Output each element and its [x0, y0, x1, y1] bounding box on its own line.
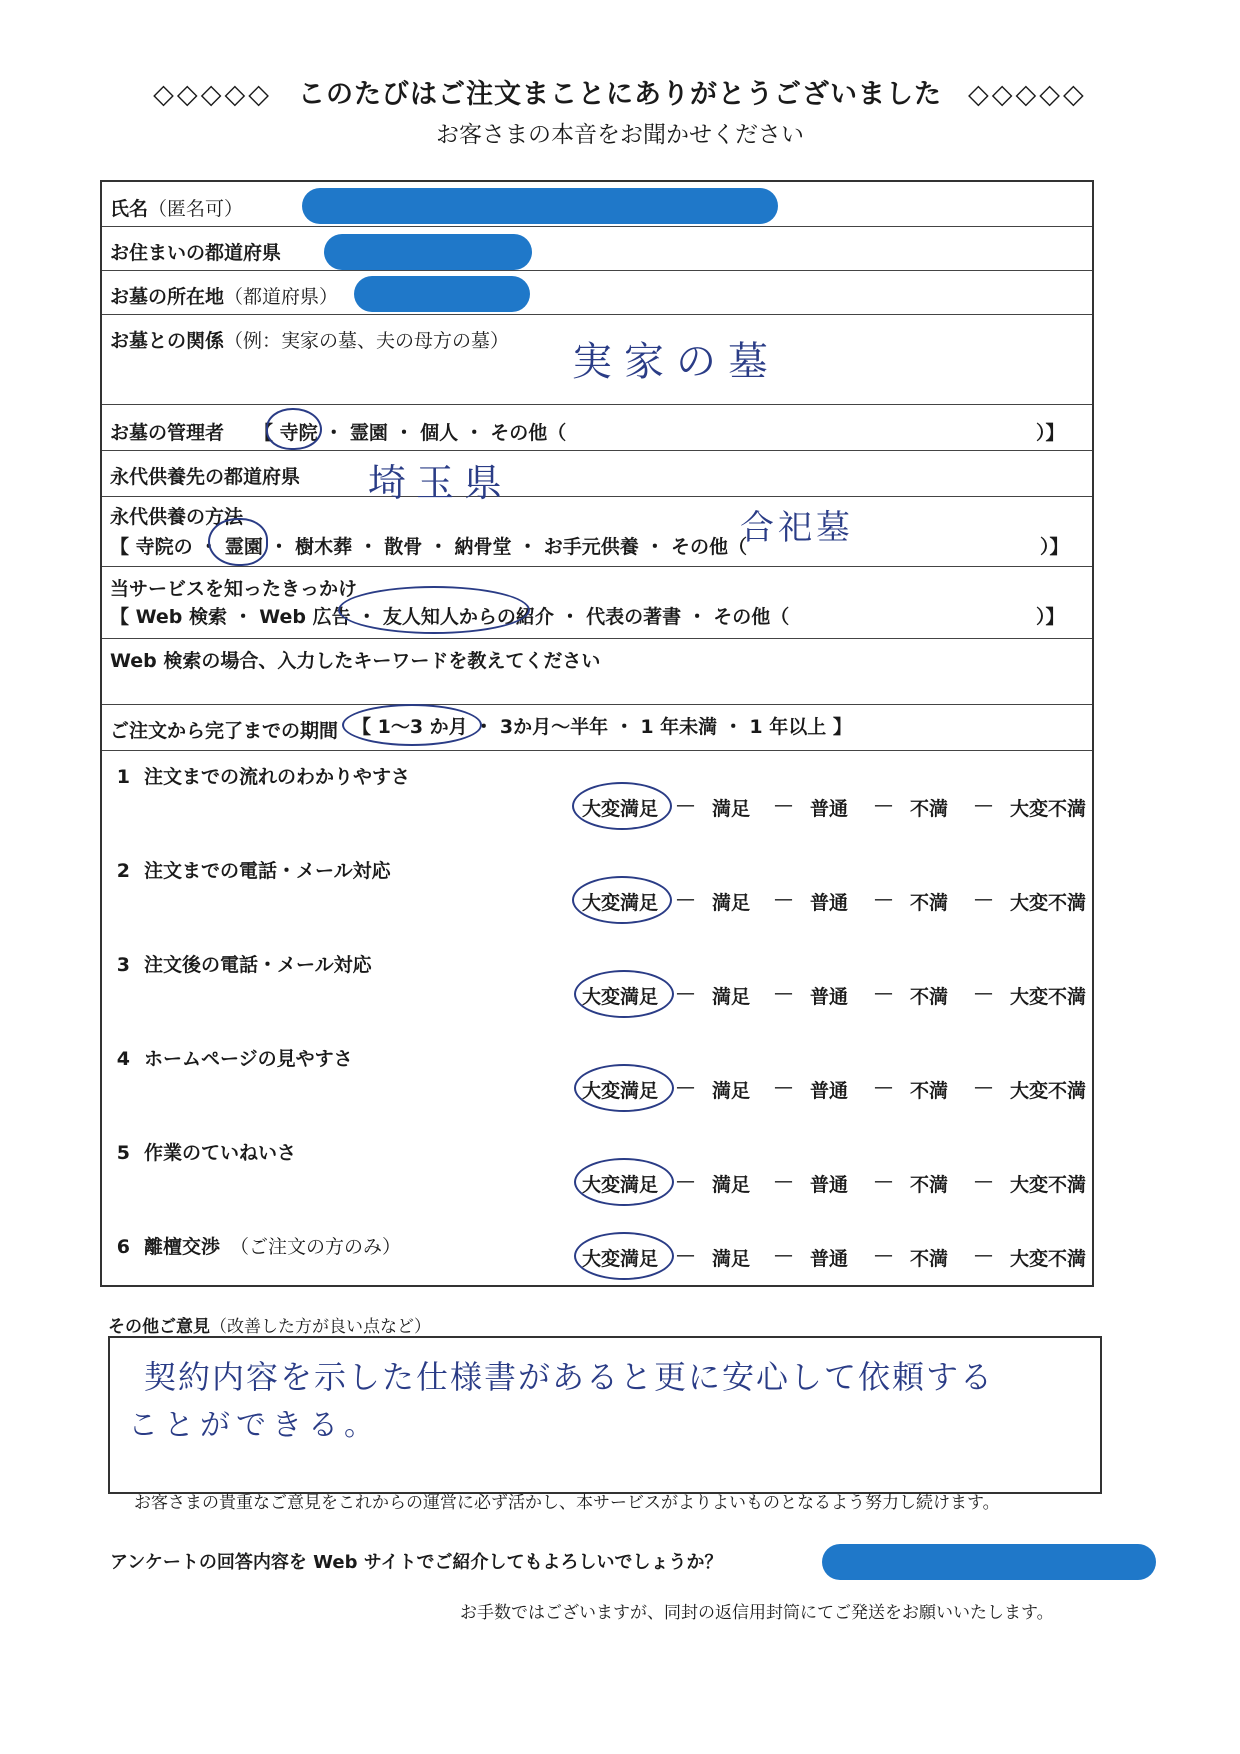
rating-choice-circle-1	[572, 782, 672, 830]
thanks-message: お客さまの貴重なご意見をこれからの運営に必ず活かし、本サービスがよりよいものとなるよう努力し続けます。	[134, 1493, 1000, 1513]
source-label: 当サービスを知ったきっかけ	[110, 578, 358, 600]
footer-note: お手数ではございますが、同封の返信用封筒にてご発送をお願いいたします。	[460, 1603, 1054, 1623]
redacted-publish-answer	[822, 1544, 1156, 1580]
row-divider	[102, 566, 1092, 567]
name-label: 氏名（匿名可）	[110, 198, 244, 220]
rating-option-dissatisfied: 不満	[910, 798, 949, 820]
perpetual-method-answer: 合祀墓	[740, 508, 854, 548]
rating-option-very-satisfied: 大変満足	[582, 986, 659, 1008]
rating-option-very-dissatisfied: 大変不満	[1010, 892, 1087, 914]
rating-choice-circle-4	[574, 1064, 674, 1112]
row-divider	[102, 404, 1092, 405]
redacted-name	[302, 188, 778, 224]
rating-scale-2: 大変満足 — 満足 — 普通 — 不満 — 大変不満	[582, 888, 1087, 914]
row-divider	[102, 496, 1092, 497]
row-divider	[102, 270, 1092, 271]
rating-option-very-dissatisfied: 大変不満	[1010, 1080, 1087, 1102]
rating-option-very-satisfied: 大変満足	[582, 1248, 659, 1270]
row-divider	[102, 450, 1092, 451]
rating-choice-circle-3	[574, 970, 674, 1018]
manager-choice-circle	[266, 408, 322, 450]
source-choice-circle	[338, 586, 530, 634]
rating-option-dissatisfied: 不満	[910, 986, 949, 1008]
rating-option-very-dissatisfied: 大変不満	[1010, 1174, 1087, 1196]
question-5: 5 作業のていねいさ	[116, 1142, 297, 1164]
rating-scale-5: 大変満足 — 満足 — 普通 — 不満 — 大変不満	[582, 1170, 1087, 1196]
perpetual-method-options: 【 寺院の ・ 霊園 ・ 樹木葬 ・ 散骨 ・ 納骨堂 ・ お手元供養 ・ その他（	[110, 536, 747, 558]
rating-option-neutral: 普通	[810, 986, 849, 1008]
row-divider	[102, 750, 1092, 751]
diamonds-left: ◇◇◇◇◇	[153, 79, 272, 110]
rating-option-satisfied: 満足	[712, 986, 751, 1008]
rating-choice-circle-6	[574, 1232, 674, 1280]
relation-label: お墓との関係（例：実家の墓、夫の母方の墓）	[110, 330, 510, 352]
rating-scale-1: 大変満足 — 満足 — 普通 — 不満 — 大変不満	[582, 794, 1087, 820]
perpetual-method-choice-circle	[208, 518, 268, 566]
question-3: 3 注文後の電話・メール対応	[116, 954, 372, 976]
rating-option-dissatisfied: 不満	[910, 892, 949, 914]
perpetual-pref-label: 永代供養先の都道府県	[110, 466, 301, 488]
rating-option-dissatisfied: 不満	[910, 1080, 949, 1102]
rating-option-neutral: 普通	[810, 1080, 849, 1102]
rating-option-very-satisfied: 大変満足	[582, 1174, 659, 1196]
rating-option-very-satisfied: 大変満足	[582, 1080, 659, 1102]
row-divider	[102, 704, 1092, 705]
rating-choice-circle-2	[572, 876, 672, 924]
perpetual-pref-answer: 埼玉県	[368, 461, 513, 505]
rating-option-satisfied: 満足	[712, 892, 751, 914]
row-divider	[102, 638, 1092, 639]
page-title	[0, 72, 1240, 111]
perpetual-method-label: 永代供養の方法	[110, 506, 244, 528]
period-label: ご注文から完了までの期間	[110, 720, 339, 742]
source-close: ）】	[1036, 606, 1065, 628]
source-options: 【 Web 検索 ・ Web 広告 ・ 友人知人からの紹介 ・ 代表の著書 ・ その他（	[110, 606, 790, 628]
comment-line-1: 契約内容を示した仕様書があると更に安心して依頼する	[144, 1358, 995, 1396]
manager-options: 【 寺院 ・ 霊園 ・ 個人 ・ その他（	[254, 422, 567, 444]
row-divider	[102, 226, 1092, 227]
rating-option-satisfied: 満足	[712, 1174, 751, 1196]
rating-option-very-dissatisfied: 大変不満	[1010, 798, 1087, 820]
comment-line-2: ことができる。	[128, 1408, 380, 1443]
rating-option-very-dissatisfied: 大変不満	[1010, 986, 1087, 1008]
grave-location-label: お墓の所在地（都道府県）	[110, 286, 339, 308]
period-choice-circle	[342, 704, 482, 746]
row-divider	[102, 314, 1092, 315]
manager-close: ）】	[1036, 422, 1065, 444]
perpetual-method-close: ）】	[1040, 536, 1069, 558]
rating-choice-circle-5	[574, 1158, 674, 1206]
keyword-label: Web 検索の場合、入力したキーワードを教えてください	[110, 650, 601, 672]
survey-form	[100, 180, 1094, 1287]
rating-option-satisfied: 満足	[712, 1080, 751, 1102]
rating-option-neutral: 普通	[810, 1174, 849, 1196]
rating-option-very-satisfied: 大変満足	[582, 798, 659, 820]
rating-scale-6: 大変満足 — 満足 — 普通 — 不満 — 大変不満	[582, 1244, 1087, 1270]
rating-option-dissatisfied: 不満	[910, 1174, 949, 1196]
title-text: このたびはご注文まことにありがとうございました	[298, 79, 942, 110]
publish-question: アンケートの回答内容を Web サイトでご紹介してもよろしいでしょうか？	[110, 1552, 723, 1573]
diamonds-right: ◇◇◇◇◇	[968, 79, 1087, 110]
period-options: 【 1～3 か月 ・ 3か月～半年 ・ 1 年未満 ・ 1 年以上 】	[352, 716, 852, 738]
manager-label: お墓の管理者	[110, 422, 225, 444]
question-4: 4 ホームページの見やすさ	[116, 1048, 353, 1070]
rating-option-satisfied: 満足	[712, 1248, 751, 1270]
rating-option-very-satisfied: 大変満足	[582, 892, 659, 914]
rating-scale-3: 大変満足 — 満足 — 普通 — 不満 — 大変不満	[582, 982, 1087, 1008]
rating-option-very-dissatisfied: 大変不満	[1010, 1248, 1087, 1270]
rating-option-satisfied: 満足	[712, 798, 751, 820]
relation-answer: 実家の墓	[572, 339, 780, 385]
rating-option-dissatisfied: 不満	[910, 1248, 949, 1270]
prefecture-label: お住まいの都道府県	[110, 242, 282, 264]
redacted-prefecture	[324, 234, 532, 270]
rating-option-neutral: 普通	[810, 798, 849, 820]
redacted-grave-location	[354, 276, 530, 312]
rating-option-neutral: 普通	[810, 892, 849, 914]
comments-label: その他ご意見（改善した方が良い点など）	[108, 1317, 431, 1337]
question-2: 2 注文までの電話・メール対応	[116, 860, 391, 882]
page-subtitle: お客さまの本音をお聞かせください	[436, 122, 804, 148]
question-6: 6 離檀交渉 （ご注文の方のみ）	[116, 1236, 402, 1258]
rating-option-neutral: 普通	[810, 1248, 849, 1270]
comments-box	[108, 1336, 1102, 1494]
rating-scale-4: 大変満足 — 満足 — 普通 — 不満 — 大変不満	[582, 1076, 1087, 1102]
question-1: 1 注文までの流れのわかりやすさ	[116, 766, 411, 788]
